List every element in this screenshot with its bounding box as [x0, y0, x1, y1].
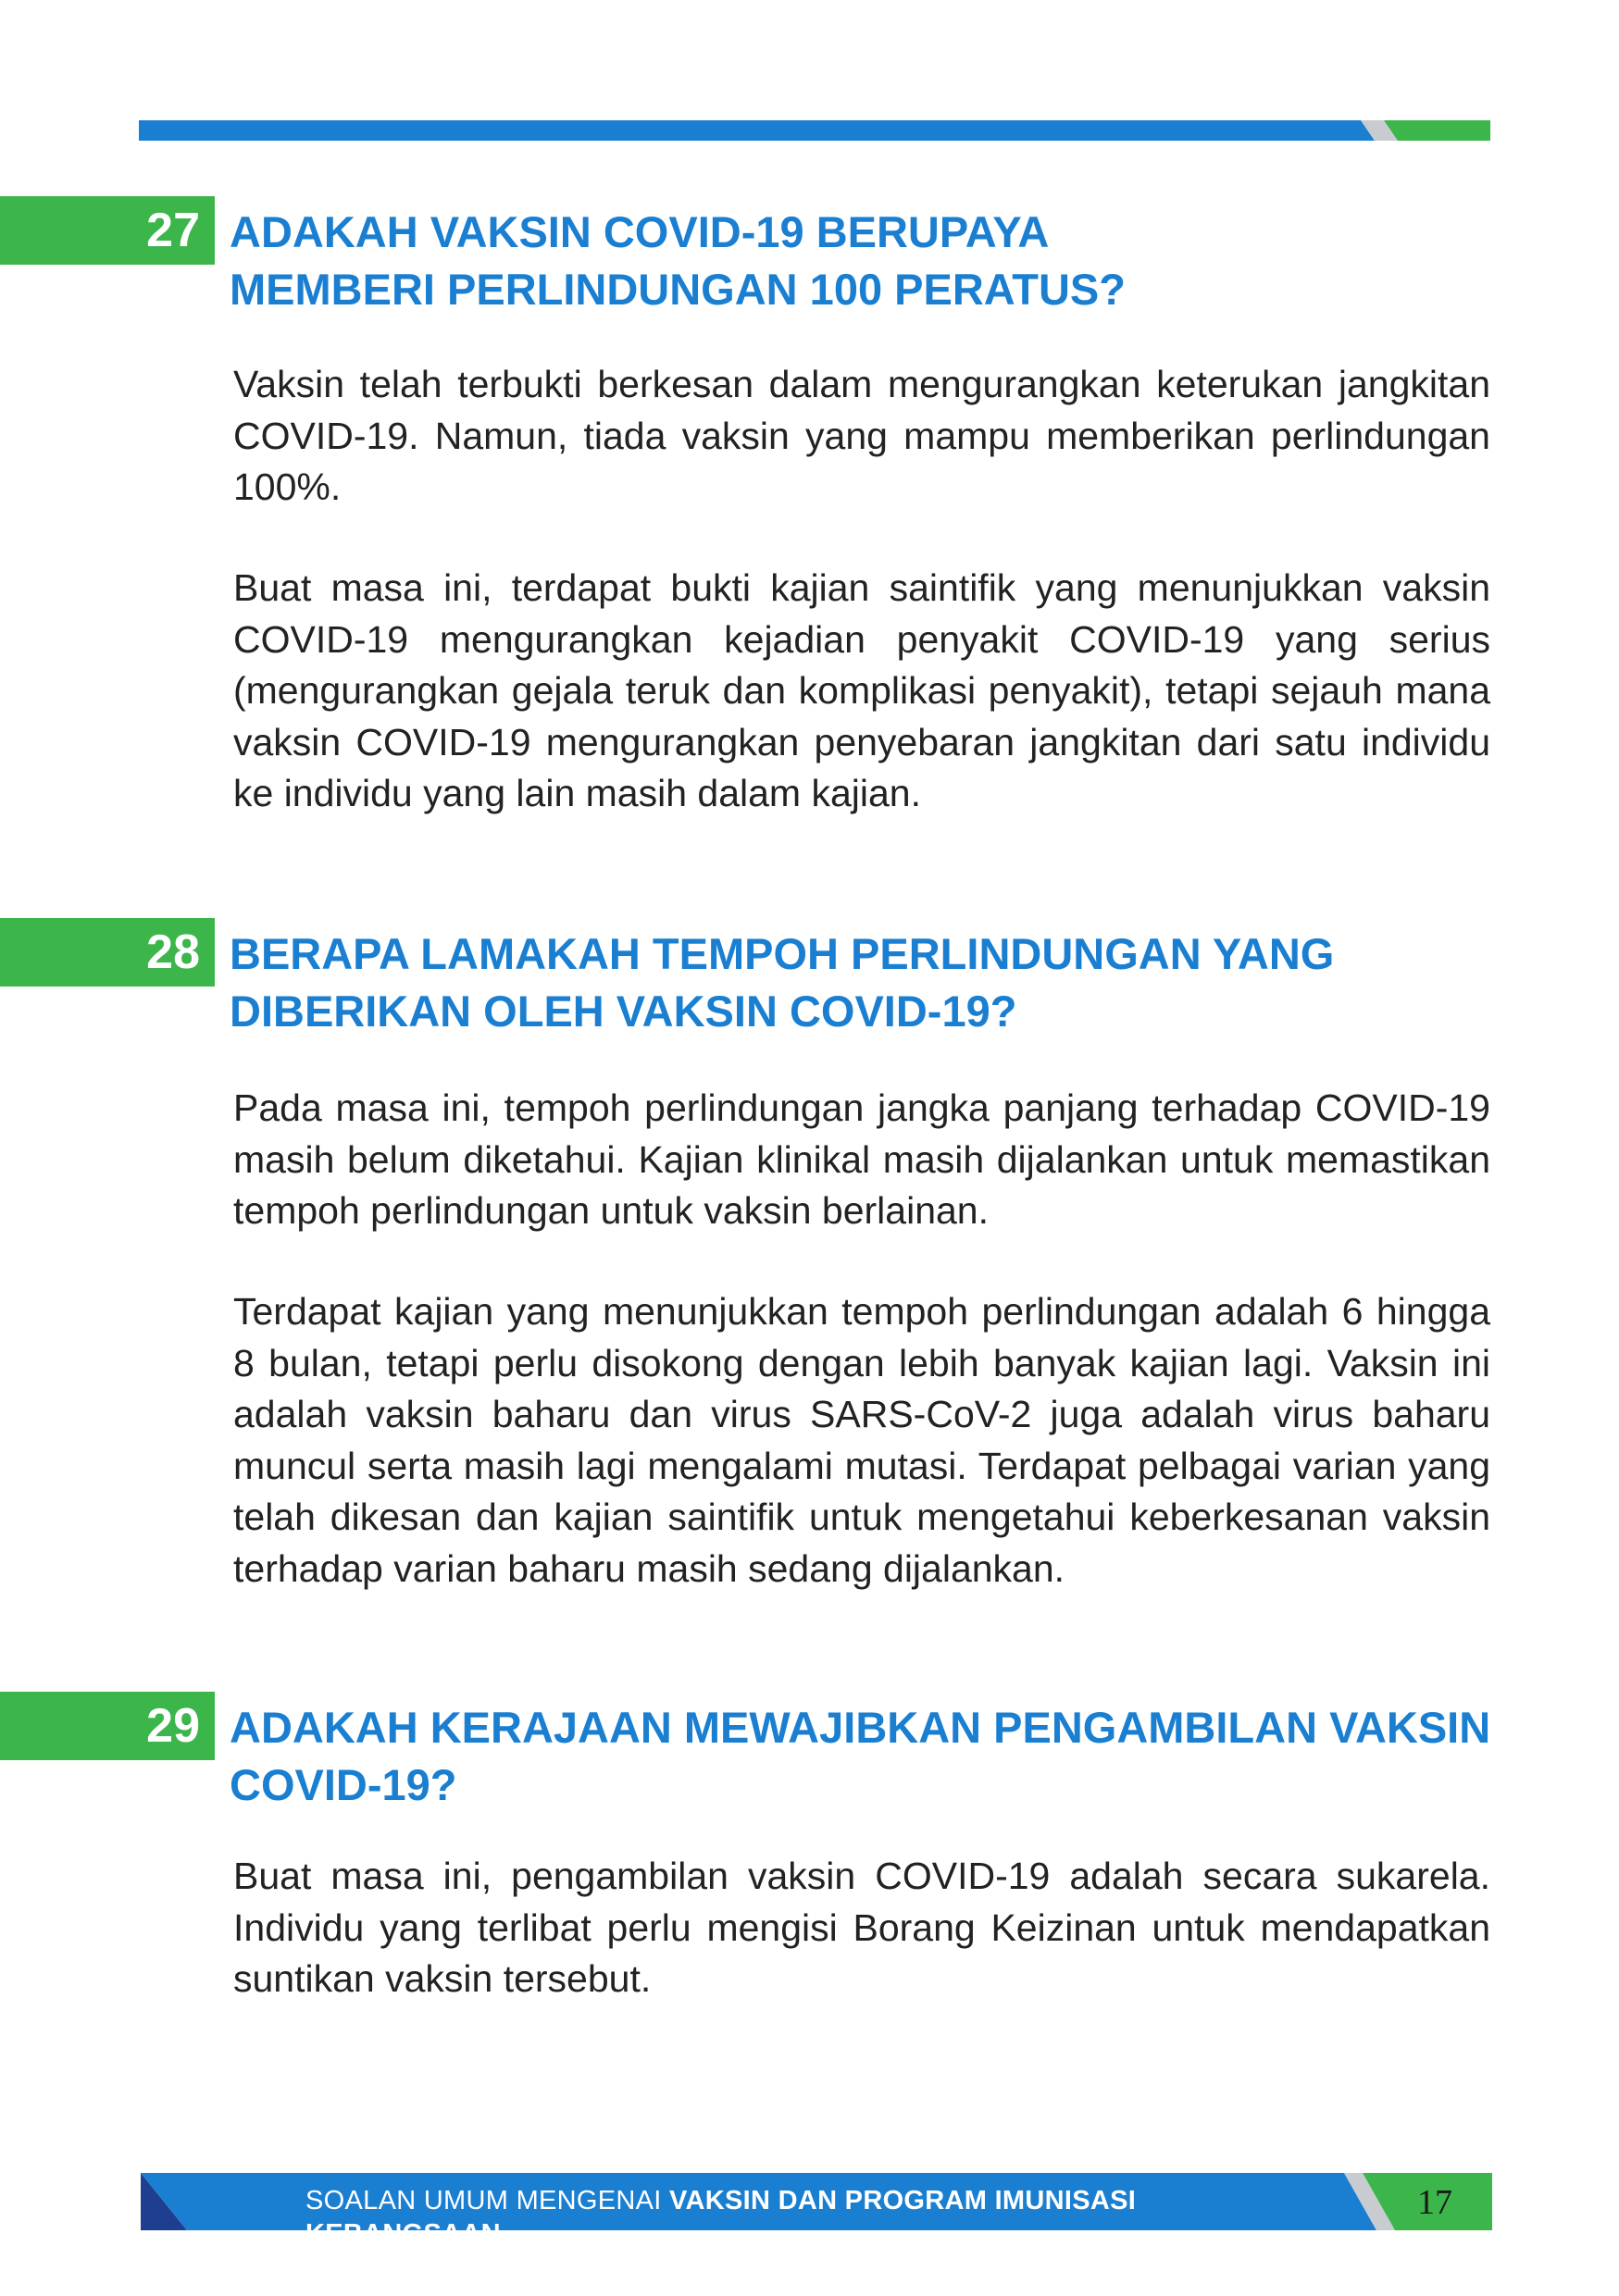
question-title: ADAKAH KERAJAAN MEWAJIBKAN PENGAMBILAN VAKSIN COVID-19? [230, 1703, 1491, 1809]
footer-title-bold: VAKSIN DAN PROGRAM IMUNISASI KEBANGSAAN [305, 2186, 1137, 2249]
question-number-badge: 28 [0, 918, 215, 987]
page-number: 17 [1417, 2183, 1452, 2222]
answer-paragraph: Pada masa ini, tempoh perlindungan jangka panjang terhadap COVID-19 masih belum diketahui. Kajian klinikal masih dijalankan untuk memastikan tempoh perlindungan untuk vaksin berlainan. [233, 1086, 1490, 1232]
question-title: ADAKAH VAKSIN COVID-19 BERUPAYA MEMBERI PERLINDUNGAN 100 PERATUS? [230, 207, 1126, 314]
answer-paragraph: Buat masa ini, terdapat bukti kajian saintifik yang menunjukkan vaksin COVID-19 mengurangkan kejadian penyakit COVID-19 yang serius (mengurangkan gejala teruk dan komplikasi penyakit), tetapi sejauh mana vaksin COVID-19 mengurangkan penyebaran jangkitan dari satu individu ke individu yang lain masih dalam kajian. [233, 566, 1490, 814]
answer-paragraph: Buat masa ini, pengambilan vaksin COVID-19 adalah secara sukarela. Individu yang terlibat perlu mengisi Borang Keizinan untuk mendapatkan suntikan vaksin tersebut. [233, 1855, 1490, 2000]
footer-title [305, 2184, 1231, 2251]
question-title: BERAPA LAMAKAH TEMPOH PERLINDUNGAN YANG DIBERIKAN OLEH VAKSIN COVID-19? [230, 929, 1335, 1036]
header-decorative-bar [139, 120, 1490, 141]
answer-paragraph: Vaksin telah terbukti berkesan dalam mengurangkan keterukan jangkitan COVID-19. Namun, tiada vaksin yang mampu memberikan perlindungan 100%. [233, 363, 1490, 508]
question-number-badge: 29 [0, 1692, 215, 1760]
question-number-badge: 27 [0, 196, 215, 265]
answer-paragraph: Terdapat kajian yang menunjukkan tempoh perlindungan adalah 6 hingga 8 bulan, tetapi perlu disokong dengan lebih banyak kajian lagi. Vaksin ini adalah vaksin baharu dan virus SARS-CoV-2 juga adalah virus baharu muncul serta masih lagi mengalami mutasi. Terdapat pelbagai varian yang telah dikesan dan kajian saintifik untuk mengetahui keberkesanan vaksin terhadap varian baharu masih sedang dijalankan. [233, 1290, 1490, 1590]
footer-title-regular: SOALAN UMUM MENGENAI [305, 2186, 670, 2215]
